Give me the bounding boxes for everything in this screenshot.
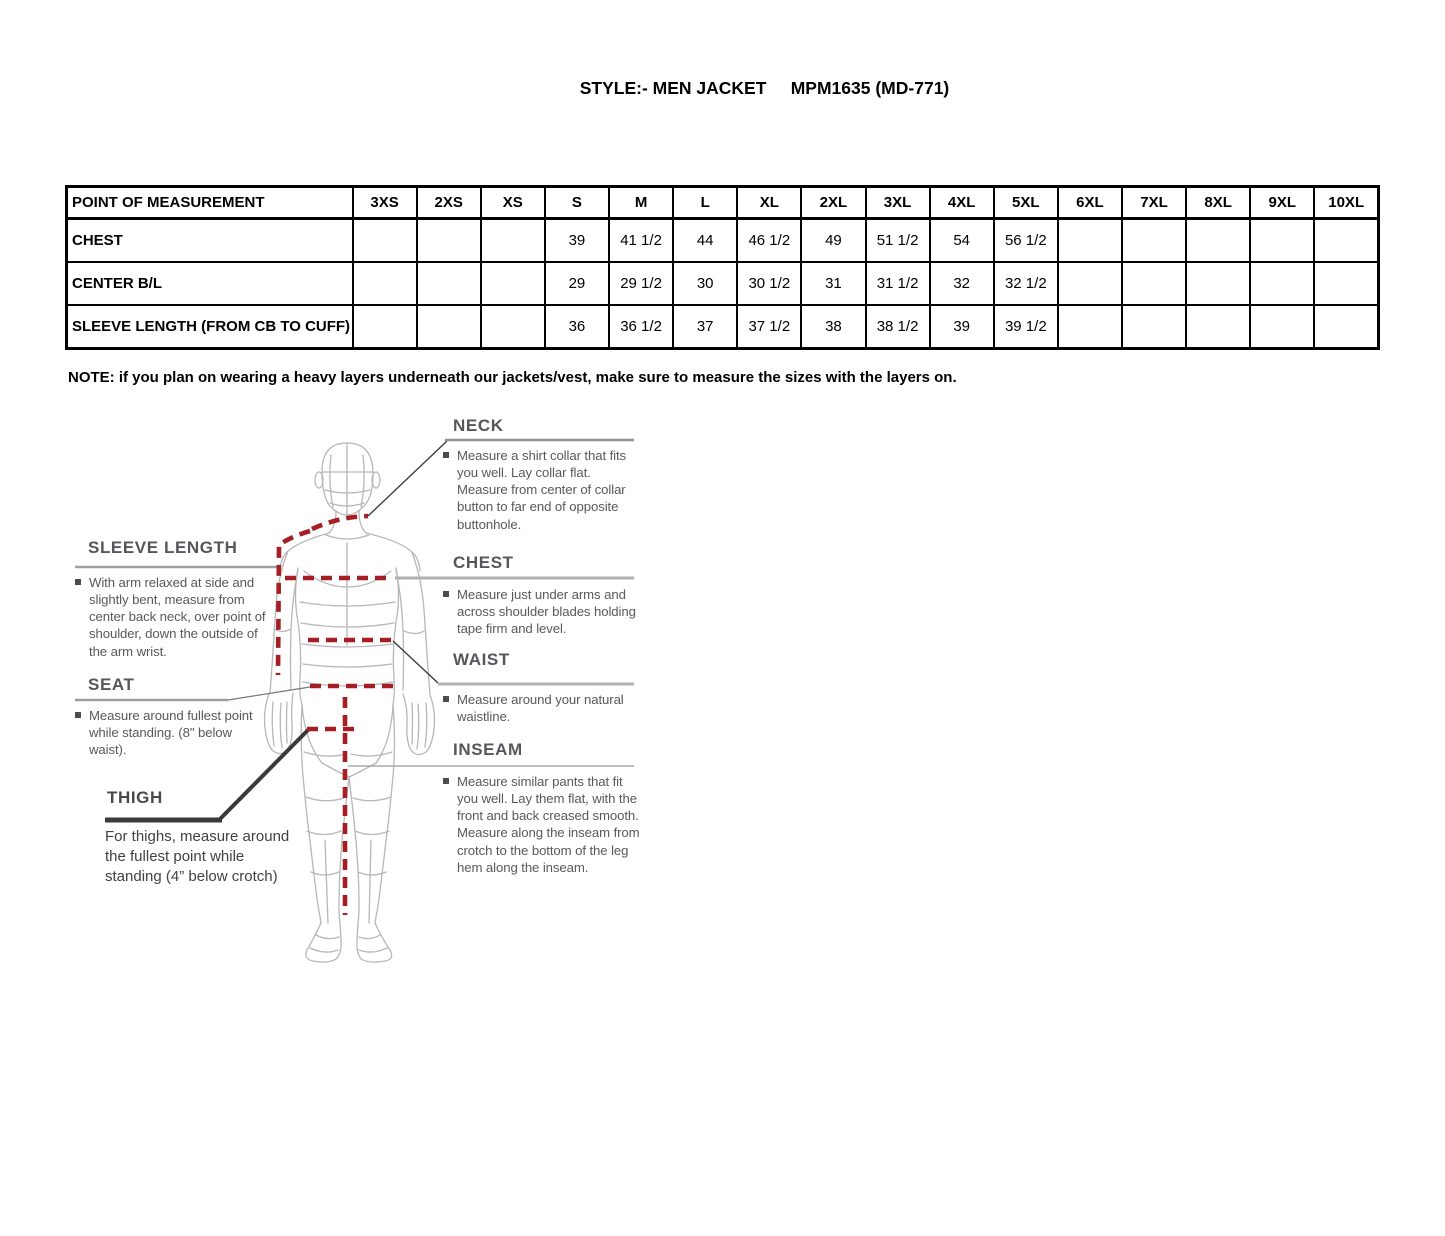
size-value-cell (417, 262, 481, 305)
size-value-cell: 36 (545, 305, 609, 349)
size-value-cell (417, 305, 481, 349)
diagram-heading-seat: SEAT (88, 675, 135, 694)
size-value-cell (353, 219, 417, 263)
size-value-cell: 39 (930, 305, 994, 349)
size-column-header: L (673, 187, 737, 219)
size-value-cell (1058, 219, 1122, 263)
size-value-cell: 30 (673, 262, 737, 305)
size-value-cell: 37 1/2 (737, 305, 801, 349)
size-value-cell (1122, 219, 1186, 263)
size-value-cell: 41 1/2 (609, 219, 673, 263)
diagram-desc-chest: Measure just under arms and across shoulder blades holding tape firm and level. (443, 586, 643, 637)
size-value-cell (1250, 262, 1314, 305)
size-value-cell (417, 219, 481, 263)
size-column-header: 7XL (1122, 187, 1186, 219)
size-value-cell: 31 1/2 (866, 262, 930, 305)
size-value-cell (481, 262, 545, 305)
size-value-cell: 30 1/2 (737, 262, 801, 305)
size-column-header: 8XL (1186, 187, 1250, 219)
size-value-cell (1250, 305, 1314, 349)
diagram-heading-waist: WAIST (453, 650, 510, 669)
size-column-header: 5XL (994, 187, 1058, 219)
size-table (65, 185, 1380, 350)
size-table-container (65, 185, 1380, 350)
bullet-icon (443, 591, 449, 597)
diagram-desc-thigh: For thighs, measure around the fullest point while standing (4” below crotch) (105, 828, 290, 885)
size-value-cell (1314, 219, 1378, 263)
measurement-row-label: SLEEVE LENGTH (FROM CB TO CUFF) (67, 305, 353, 349)
table-row (67, 219, 1379, 263)
size-column-header: XS (481, 187, 545, 219)
diagram-heading-thigh: THIGH (107, 788, 163, 807)
size-column-header: 4XL (930, 187, 994, 219)
size-value-cell: 29 (545, 262, 609, 305)
point-of-measurement-header: POINT OF MEASUREMENT (67, 187, 353, 219)
size-value-cell: 56 1/2 (994, 219, 1058, 263)
size-value-cell: 51 1/2 (866, 219, 930, 263)
diagram-desc-neck: Measure a shirt collar that fits you well. Lay collar flat. Measure from center of collar button to far end of opposite buttonhole. (443, 447, 639, 533)
measurement-diagram (60, 410, 700, 990)
measurement-row-label: CHEST (67, 219, 353, 263)
bullet-icon (75, 579, 81, 585)
size-column-header: XL (737, 187, 801, 219)
size-value-cell (353, 305, 417, 349)
note-text: NOTE: if you plan on wearing a heavy layers underneath our jackets/vest, make sure to measure the sizes with the layers on. (68, 369, 957, 386)
size-value-cell (1058, 262, 1122, 305)
size-value-cell: 54 (930, 219, 994, 263)
size-column-header: 3XL (866, 187, 930, 219)
size-value-cell (1186, 219, 1250, 263)
diagram-desc-sleeve-length: With arm relaxed at side and slightly bent, measure from center back neck, over point of shoulder, down the outside of the arm wrist. (75, 574, 267, 660)
size-value-cell (1186, 262, 1250, 305)
size-column-header: 2XS (417, 187, 481, 219)
measurement-row-label: CENTER B/L (67, 262, 353, 305)
size-value-cell: 44 (673, 219, 737, 263)
size-value-cell: 31 (801, 262, 865, 305)
size-value-cell: 38 (801, 305, 865, 349)
size-value-cell: 32 (930, 262, 994, 305)
diagram-heading-neck: NECK (453, 416, 504, 435)
size-column-header: 6XL (1058, 187, 1122, 219)
header-row (67, 187, 1379, 219)
size-value-cell: 36 1/2 (609, 305, 673, 349)
size-value-cell: 32 1/2 (994, 262, 1058, 305)
bullet-icon (443, 696, 449, 702)
page-title: STYLE:- MEN JACKET MPM1635 (MD-771) (579, 78, 950, 98)
size-column-header: M (609, 187, 673, 219)
diagram-heading-chest: CHEST (453, 553, 514, 572)
size-value-cell (1314, 305, 1378, 349)
size-value-cell (1314, 262, 1378, 305)
size-value-cell (481, 305, 545, 349)
size-value-cell (1186, 305, 1250, 349)
diagram-desc-inseam: Measure similar pants that fit you well. Lay them flat, with the front and back creased smooth. Measure along the inseam from crotch to the bottom of the leg hem along the inseam. (443, 773, 641, 876)
size-column-header: 9XL (1250, 187, 1314, 219)
size-value-cell (353, 262, 417, 305)
size-value-cell (1058, 305, 1122, 349)
bullet-icon (443, 778, 449, 784)
bullet-icon (75, 712, 81, 718)
size-value-cell (1122, 305, 1186, 349)
table-row (67, 305, 1379, 349)
size-value-cell (481, 219, 545, 263)
size-value-cell (1250, 219, 1314, 263)
size-column-header: 10XL (1314, 187, 1378, 219)
size-value-cell: 39 1/2 (994, 305, 1058, 349)
size-value-cell: 29 1/2 (609, 262, 673, 305)
size-column-header: S (545, 187, 609, 219)
size-column-header: 2XL (801, 187, 865, 219)
size-value-cell: 49 (801, 219, 865, 263)
size-value-cell (1122, 262, 1186, 305)
size-value-cell: 37 (673, 305, 737, 349)
table-row (67, 262, 1379, 305)
size-column-header: 3XS (353, 187, 417, 219)
bullet-icon (443, 452, 449, 458)
size-value-cell: 38 1/2 (866, 305, 930, 349)
size-value-cell: 46 1/2 (737, 219, 801, 263)
diagram-desc-waist: Measure around your natural waistline. (443, 691, 633, 725)
diagram-desc-seat: Measure around fullest point while standing. (8" below waist). (75, 707, 255, 758)
diagram-heading-sleeve-length: SLEEVE LENGTH (88, 538, 238, 557)
diagram-heading-inseam: INSEAM (453, 740, 523, 759)
size-value-cell: 39 (545, 219, 609, 263)
